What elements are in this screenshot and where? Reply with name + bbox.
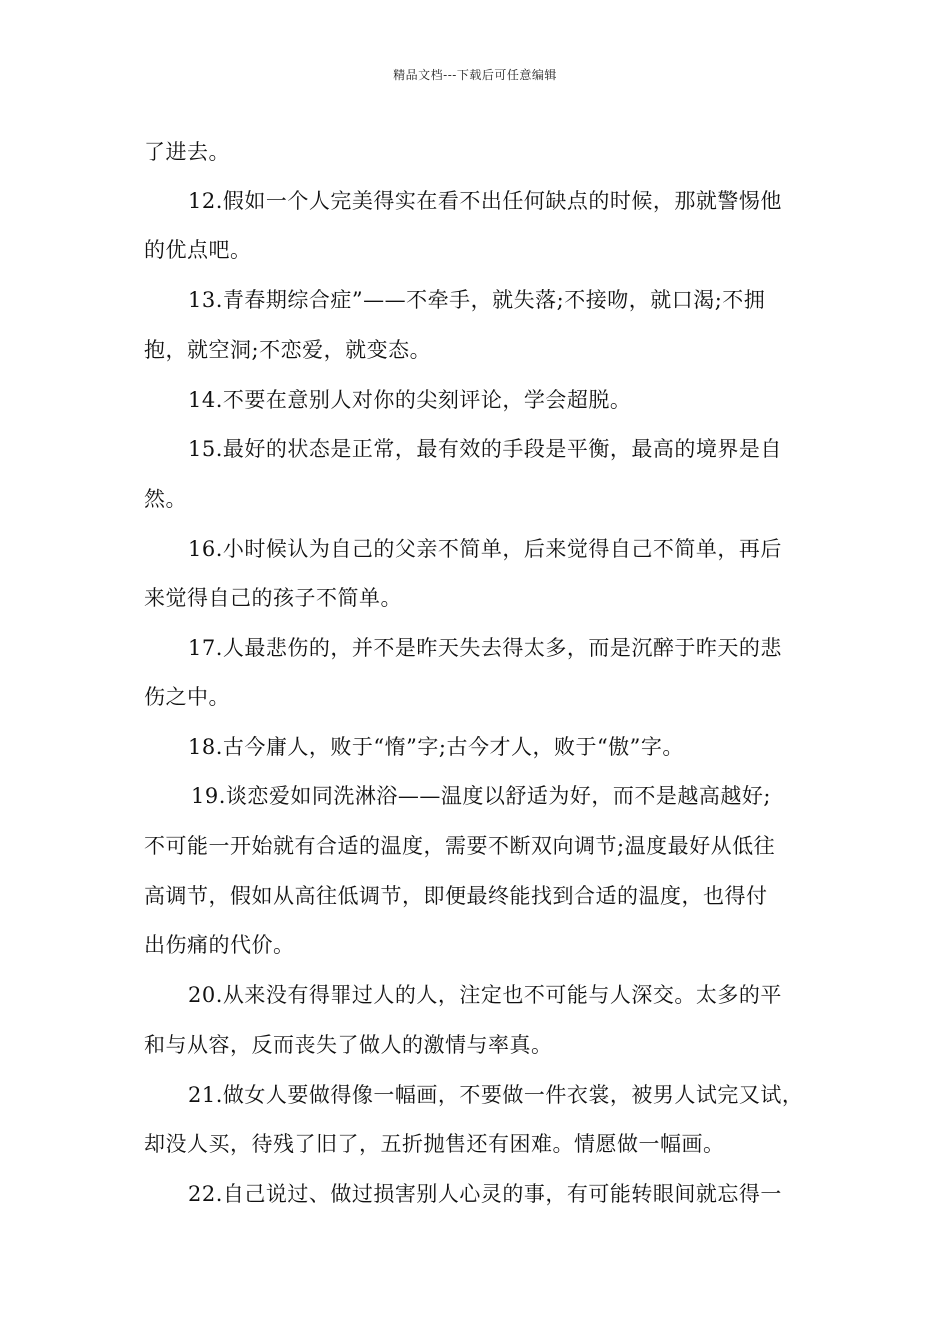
item-16-line-2: 来觉得自己的孩子不简单。	[144, 586, 402, 610]
text-line: 了进去。	[144, 140, 230, 164]
item-12-line-1: 12.假如一个人完美得实在看不出任何缺点的时候，那就警惕他	[188, 189, 782, 213]
item-22-line-1: 22.自己说过、做过损害别人心灵的事，有可能转眼间就忘得一	[188, 1182, 782, 1206]
item-19-line-1: 19.谈恋爱如同洗淋浴——温度以舒适为好，而不是越高越好;	[191, 784, 771, 808]
item-20-line-1: 20.从来没有得罪过人的人，注定也不可能与人深交。太多的平	[188, 983, 782, 1007]
item-13-line-2: 抱，就空洞;不恋爱，就变态。	[144, 338, 432, 362]
item-19-line-4: 出伤痛的代价。	[144, 933, 295, 957]
item-14-line-1: 14.不要在意别人对你的尖刻评论，学会超脱。	[188, 388, 632, 412]
item-16-line-1: 16.小时候认为自己的父亲不简单，后来觉得自己不简单，再后	[188, 537, 782, 561]
item-19-line-3: 高调节，假如从高往低调节，即便最终能找到合适的温度，也得付	[144, 884, 768, 908]
item-15-line-1: 15.最好的状态是正常，最有效的手段是平衡，最高的境界是自	[188, 437, 782, 461]
item-12-line-2: 的优点吧。	[144, 238, 252, 262]
item-13-line-1: 13.青春期综合症”——不牵手，就失落;不接吻，就口渴;不拥	[188, 288, 766, 312]
item-17-line-1: 17.人最悲伤的，并不是昨天失去得太多，而是沉醉于昨天的悲	[188, 636, 782, 660]
item-15-line-2: 然。	[144, 487, 187, 511]
item-21-line-2: 却没人买，待残了旧了，五折抛售还有困难。情愿做一幅画。	[144, 1132, 725, 1156]
item-20-line-2: 和与从容，反而丧失了做人的激情与率真。	[144, 1033, 553, 1057]
item-21-line-1: 21.做女人要做得像一幅画，不要做一件衣裳，被男人试完又试，	[188, 1083, 804, 1107]
page-header: 精品文档---下载后可任意编辑	[393, 68, 557, 82]
item-19-line-2: 不可能一开始就有合适的温度，需要不断双向调节;温度最好从低往	[144, 834, 776, 858]
item-18-line-1: 18.古今庸人，败于“惰”字;古今才人，败于“傲”字。	[188, 735, 684, 759]
item-17-line-2: 伤之中。	[144, 685, 230, 709]
